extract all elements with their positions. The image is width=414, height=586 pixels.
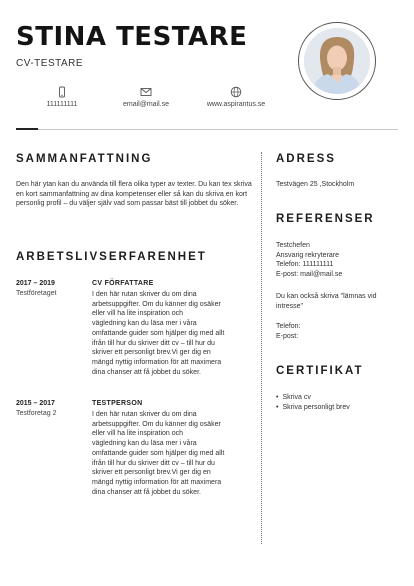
profile-photo-frame: [298, 22, 376, 100]
portrait-illustration: [304, 28, 370, 94]
column-divider: [261, 152, 262, 544]
header-divider: [16, 129, 398, 130]
job-description-line: vägledning kan du läsa mer i våra: [92, 440, 197, 448]
reference-contact-empty: [276, 322, 386, 341]
job-description-line: I den här rutan skriver du om dina: [92, 291, 197, 298]
job-description-line: I den här rutan skriver du om dina: [92, 411, 197, 418]
reference-note: [276, 292, 386, 311]
website-url[interactable]: www.aspirantus.se: [206, 101, 266, 108]
job-description-line: skriver ett personligt brev.Vi ger dig en: [92, 469, 211, 477]
email-address[interactable]: email@mail.se: [122, 101, 169, 108]
job-description-line: mängd nyttig information för att maximera: [92, 478, 222, 486]
profile-photo: [304, 28, 370, 94]
reference-phone: Telefon:: [276, 323, 301, 330]
globe-icon: [230, 86, 242, 98]
certificates-heading: CERTIFIKAT: [276, 365, 364, 377]
summary-heading: SAMMANFATTNING: [16, 153, 153, 165]
phone-icon: [56, 86, 68, 98]
work-experience-heading: ARBETSLIVSERFARENHET: [16, 251, 207, 263]
phone-number: 111111111: [46, 101, 78, 108]
candidate-name: STINA TESTARE: [16, 22, 248, 52]
contact-website: [198, 86, 274, 108]
job-company: Testföretaget: [16, 290, 57, 297]
reference-email: E-post:: [276, 332, 299, 340]
job-description-line: eller vill ha lite inspiration och: [92, 310, 184, 318]
envelope-icon: [140, 86, 152, 98]
job-dates: 2017 – 2019: [16, 280, 55, 287]
job-description-line: vägledning kan du läsa mer i våra: [92, 320, 197, 328]
certificates-list: [276, 393, 350, 413]
job-description-line: omfattande guider som hjälper dig med allt: [92, 329, 225, 337]
reference-contact: [276, 241, 396, 279]
job-description-line: ifrån till hur du skriver ditt cv – till hur du: [92, 459, 215, 467]
job-description: [92, 290, 250, 377]
address-text: Testvägen 25 ,Stockholm: [276, 181, 355, 188]
candidate-title: CV-TESTARE: [16, 58, 84, 69]
job-description-line: skriver ett personligt brev.Vi ger dig en: [92, 349, 211, 357]
contact-phone: [40, 86, 84, 108]
contact-email: [114, 86, 178, 108]
job-description-line: dina chanser att få jobbet du söker.: [92, 488, 201, 496]
job-description: [92, 410, 250, 497]
certificate-item: • Skriva cv: [276, 393, 350, 403]
job-description-line: mängd nyttig information för att maximera: [92, 358, 222, 366]
job-description-line: dina chanser att få jobbet du söker.: [92, 368, 201, 376]
job-description-line: eller vill ha lite inspiration och: [92, 430, 184, 438]
job-company: Testforetag 2: [16, 410, 57, 417]
job-description-line: arbetsuppgifter. Om du känner dig osäker: [92, 420, 221, 428]
job-description-line: omfattande guider som hjälper dig med allt: [92, 449, 225, 457]
reference-note-line: intresse": [276, 302, 303, 310]
header-divider-accent: [16, 128, 38, 130]
job-role: TESTPERSON: [92, 400, 143, 407]
reference-name: Testchefen: [276, 242, 310, 249]
summary-text: Den här ytan kan du använda till flera olika typer av texter. Du kan tex skriva en kort sammanfattning av dina kompetenser eller så kan du skriva en kort personlig profil – du väljer själv vad som passar bäst till jobbet du söker.: [16, 181, 252, 207]
reference-phone: Telefon: 111111111: [276, 261, 334, 268]
reference-email: E-post: mail@mail.se: [276, 270, 343, 278]
address-heading: ADRESS: [276, 153, 336, 165]
job-description-line: ifrån till hur du skriver ditt cv – till hur du: [92, 339, 215, 347]
references-heading: REFERENSER: [276, 213, 375, 225]
certificate-item: • Skriva personligt brev: [276, 403, 350, 413]
job-role: CV FÖRFATTARE: [92, 280, 154, 287]
job-dates: 2015 – 2017: [16, 400, 55, 407]
reference-role: Ansvarig rekryterare: [276, 251, 340, 259]
job-description-line: arbetsuppgifter. Om du känner dig osäker: [92, 300, 221, 308]
reference-note-line: Du kan också skriva "lämnas vid: [276, 293, 377, 300]
